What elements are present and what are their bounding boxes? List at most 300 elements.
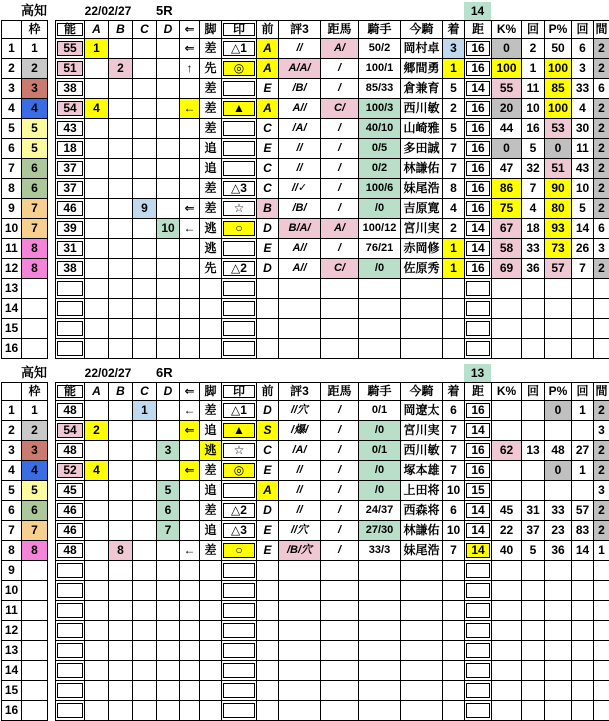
cell-kyaku[interactable] (200, 601, 222, 621)
cell-aida[interactable]: 2 (594, 99, 609, 119)
cell-col-b[interactable] (109, 299, 133, 319)
cell-kishu[interactable] (359, 319, 401, 339)
cell-col-c[interactable] (133, 139, 157, 159)
column-header-waku[interactable]: 枠 (22, 383, 48, 401)
cell-aida[interactable]: 2 (594, 119, 609, 139)
cell-waku[interactable]: 1 (22, 39, 48, 59)
cell-p-pct[interactable] (545, 339, 572, 359)
cell-col-b[interactable] (109, 701, 133, 721)
cell-nouryoku[interactable] (56, 561, 85, 581)
cell-kyoba[interactable]: / (321, 481, 359, 501)
cell-hyo3[interactable] (279, 621, 321, 641)
column-header-col-a[interactable]: A (85, 21, 109, 39)
cell-ima-kishu[interactable] (401, 661, 443, 681)
cell-ima-kishu[interactable] (401, 339, 443, 359)
cell-kai[interactable]: 36 (522, 259, 545, 279)
cell-p-pct[interactable]: 53 (545, 119, 572, 139)
cell-kyori[interactable] (465, 681, 492, 701)
cell-hyo3[interactable]: B/A/ (279, 219, 321, 239)
cell-ima-kishu[interactable] (401, 319, 443, 339)
cell-arrow[interactable] (180, 661, 200, 681)
cell-hyo3[interactable]: // (279, 501, 321, 521)
cell-p-pct[interactable]: 90 (545, 179, 572, 199)
cell-col-d[interactable] (157, 621, 180, 641)
cell-kyori[interactable] (465, 461, 492, 481)
cell-col-a[interactable] (85, 139, 109, 159)
cell-mark[interactable] (222, 99, 257, 119)
cell-hyo3[interactable] (279, 581, 321, 601)
cell-kishu[interactable]: /0 (359, 461, 401, 481)
cell-k-pct[interactable]: 44 (492, 119, 522, 139)
cell-ima-kishu[interactable]: 倉兼育 (401, 79, 443, 99)
cell-kishu[interactable]: 100/12 (359, 219, 401, 239)
cell-gap[interactable] (48, 681, 56, 701)
cell-arrow[interactable]: ← (180, 99, 200, 119)
cell-p-pct[interactable]: 0 (545, 461, 572, 481)
cell-kyoba[interactable] (321, 681, 359, 701)
cell-mark[interactable] (222, 661, 257, 681)
cell-col-a[interactable] (85, 601, 109, 621)
cell-gap[interactable] (48, 481, 56, 501)
cell-kai[interactable] (522, 339, 545, 359)
column-header-hyo3[interactable]: 評3 (279, 383, 321, 401)
cell-gap[interactable] (48, 421, 56, 441)
column-header-mae[interactable]: 前 (257, 383, 279, 401)
cell-aida[interactable] (594, 661, 609, 681)
cell-arrow[interactable] (180, 179, 200, 199)
cell-kyaku[interactable]: 差 (200, 401, 222, 421)
cell-arrow[interactable]: ← (180, 541, 200, 561)
cell-col-d[interactable] (157, 661, 180, 681)
cell-kai[interactable]: 32 (522, 159, 545, 179)
cell-col-c[interactable] (133, 701, 157, 721)
cell-kyaku[interactable]: 追 (200, 481, 222, 501)
column-header-nouryoku[interactable] (56, 383, 85, 401)
cell-row-number[interactable]: 12 (2, 259, 22, 279)
cell-aida[interactable] (594, 339, 609, 359)
cell-kyori[interactable] (465, 481, 492, 501)
cell-col-c[interactable] (133, 581, 157, 601)
cell-nouryoku[interactable] (56, 541, 85, 561)
cell-mark[interactable] (222, 119, 257, 139)
cell-nouryoku[interactable] (56, 59, 85, 79)
cell-kishu[interactable]: 100/1 (359, 59, 401, 79)
cell-col-d[interactable] (157, 681, 180, 701)
cell-kai2[interactable] (572, 661, 594, 681)
cell-ima-kishu[interactable] (401, 621, 443, 641)
cell-p-pct[interactable] (545, 681, 572, 701)
cell-ima-kishu[interactable]: 林謙佑 (401, 521, 443, 541)
cell-kai2[interactable]: 83 (572, 521, 594, 541)
cell-kyaku[interactable]: 追 (200, 421, 222, 441)
cell-kyori[interactable] (465, 159, 492, 179)
cell-gap[interactable] (48, 319, 56, 339)
cell-waku[interactable] (22, 701, 48, 721)
cell-mark[interactable] (222, 199, 257, 219)
cell-nouryoku[interactable] (56, 299, 85, 319)
cell-kyaku[interactable]: 先 (200, 259, 222, 279)
cell-mae[interactable]: A (257, 481, 279, 501)
cell-col-a[interactable] (85, 501, 109, 521)
cell-kyoba[interactable]: / (321, 59, 359, 79)
cell-nouryoku[interactable] (56, 179, 85, 199)
cell-k-pct[interactable] (492, 661, 522, 681)
cell-hyo3[interactable]: //✓ (279, 179, 321, 199)
cell-ima-kishu[interactable]: 妹尾浩 (401, 541, 443, 561)
cell-hyo3[interactable]: // (279, 39, 321, 59)
cell-aida[interactable] (594, 299, 609, 319)
cell-col-b[interactable] (109, 521, 133, 541)
cell-ima-kishu[interactable] (401, 299, 443, 319)
cell-ima-kishu[interactable]: 多田誠 (401, 139, 443, 159)
cell-arrow[interactable] (180, 319, 200, 339)
cell-k-pct[interactable] (492, 561, 522, 581)
cell-col-d[interactable] (157, 279, 180, 299)
cell-nouryoku[interactable] (56, 441, 85, 461)
cell-gap[interactable] (48, 541, 56, 561)
cell-col-b[interactable] (109, 239, 133, 259)
cell-waku[interactable]: 5 (22, 481, 48, 501)
cell-gap[interactable] (48, 99, 56, 119)
cell-k-pct[interactable]: 20 (492, 99, 522, 119)
column-header-ima-kishu[interactable]: 今騎 (401, 383, 443, 401)
cell-hyo3[interactable]: //穴 (279, 401, 321, 421)
column-header-kyoba[interactable]: 距馬 (321, 21, 359, 39)
cell-aida[interactable]: 2 (594, 159, 609, 179)
cell-mae[interactable]: C (257, 179, 279, 199)
cell-col-c[interactable] (133, 319, 157, 339)
cell-kishu[interactable]: 33/3 (359, 541, 401, 561)
cell-mark[interactable] (222, 279, 257, 299)
cell-arrow[interactable]: ⇐ (180, 421, 200, 441)
cell-col-a[interactable] (85, 339, 109, 359)
cell-p-pct[interactable]: 50 (545, 39, 572, 59)
cell-hyo3[interactable]: /A/ (279, 119, 321, 139)
cell-kai[interactable] (522, 461, 545, 481)
cell-waku[interactable]: 7 (22, 199, 48, 219)
cell-p-pct[interactable]: 33 (545, 501, 572, 521)
cell-mark[interactable] (222, 219, 257, 239)
cell-hyo3[interactable] (279, 299, 321, 319)
cell-nouryoku[interactable] (56, 461, 85, 481)
cell-p-pct[interactable]: 0 (545, 401, 572, 421)
cell-waku[interactable]: 6 (22, 159, 48, 179)
cell-nouryoku[interactable] (56, 601, 85, 621)
cell-aida[interactable]: 3 (594, 481, 609, 501)
cell-kyoba[interactable] (321, 701, 359, 721)
cell-chaku[interactable] (443, 641, 465, 661)
cell-kyaku[interactable]: 差 (200, 541, 222, 561)
cell-waku[interactable]: 7 (22, 521, 48, 541)
cell-col-a[interactable] (85, 441, 109, 461)
cell-gap[interactable] (48, 501, 56, 521)
cell-mark[interactable] (222, 561, 257, 581)
cell-mae[interactable]: C (257, 441, 279, 461)
column-header-mark[interactable] (222, 21, 257, 39)
cell-hyo3[interactable]: /B/ (279, 199, 321, 219)
cell-aida[interactable] (594, 561, 609, 581)
column-header-gap[interactable] (48, 21, 56, 39)
cell-col-b[interactable] (109, 601, 133, 621)
cell-chaku[interactable]: 7 (443, 421, 465, 441)
cell-kishu[interactable]: 40/10 (359, 119, 401, 139)
cell-kai[interactable] (522, 701, 545, 721)
cell-kyaku[interactable] (200, 621, 222, 641)
cell-col-d[interactable] (157, 401, 180, 421)
cell-row-number[interactable]: 16 (2, 339, 22, 359)
cell-kishu[interactable]: 85/33 (359, 79, 401, 99)
cell-aida[interactable] (594, 641, 609, 661)
cell-chaku[interactable]: 10 (443, 521, 465, 541)
cell-nouryoku[interactable] (56, 401, 85, 421)
cell-kyoba[interactable]: / (321, 541, 359, 561)
cell-kyoba[interactable] (321, 561, 359, 581)
cell-col-b[interactable] (109, 279, 133, 299)
cell-kyoba[interactable]: / (321, 421, 359, 441)
cell-k-pct[interactable]: 67 (492, 219, 522, 239)
cell-gap[interactable] (48, 159, 56, 179)
cell-nouryoku[interactable] (56, 139, 85, 159)
cell-aida[interactable] (594, 279, 609, 299)
cell-row-number[interactable]: 14 (2, 299, 22, 319)
cell-row-number[interactable]: 7 (2, 159, 22, 179)
cell-col-b[interactable] (109, 119, 133, 139)
column-header-gap[interactable] (48, 383, 56, 401)
cell-ima-kishu[interactable]: 山崎雅 (401, 119, 443, 139)
cell-col-a[interactable] (85, 239, 109, 259)
cell-chaku[interactable] (443, 621, 465, 641)
cell-kishu[interactable] (359, 681, 401, 701)
cell-gap[interactable] (48, 461, 56, 481)
column-header-hyo3[interactable]: 評3 (279, 21, 321, 39)
cell-kyoba[interactable]: / (321, 461, 359, 481)
column-header-waku[interactable]: 枠 (22, 21, 48, 39)
cell-kai2[interactable] (572, 421, 594, 441)
cell-ima-kishu[interactable]: 岡村卓 (401, 39, 443, 59)
cell-hyo3[interactable]: // (279, 159, 321, 179)
cell-gap[interactable] (48, 199, 56, 219)
cell-col-d[interactable]: 10 (157, 219, 180, 239)
cell-kai2[interactable] (572, 681, 594, 701)
cell-kai[interactable]: 2 (522, 39, 545, 59)
cell-kishu[interactable] (359, 621, 401, 641)
cell-col-b[interactable] (109, 159, 133, 179)
cell-ima-kishu[interactable]: 塚本雄 (401, 461, 443, 481)
cell-kyaku[interactable]: 逃 (200, 219, 222, 239)
cell-gap[interactable] (48, 641, 56, 661)
cell-kai2[interactable]: 3 (572, 59, 594, 79)
column-header-kai2[interactable]: 回 (572, 21, 594, 39)
cell-chaku[interactable] (443, 661, 465, 681)
cell-mae[interactable]: E (257, 461, 279, 481)
cell-aida[interactable]: 2 (594, 39, 609, 59)
cell-chaku[interactable]: 2 (443, 219, 465, 239)
cell-col-d[interactable]: 3 (157, 441, 180, 461)
cell-col-a[interactable]: 2 (85, 421, 109, 441)
cell-p-pct[interactable] (545, 561, 572, 581)
cell-kai2[interactable]: 5 (572, 199, 594, 219)
cell-mae[interactable]: D (257, 219, 279, 239)
cell-ima-kishu[interactable]: 岡遼太 (401, 401, 443, 421)
cell-kyaku[interactable]: 差 (200, 39, 222, 59)
column-header-aida[interactable]: 間 (594, 21, 609, 39)
cell-kishu[interactable]: /0 (359, 199, 401, 219)
cell-k-pct[interactable] (492, 299, 522, 319)
cell-mae[interactable]: E (257, 521, 279, 541)
cell-mae[interactable]: A (257, 39, 279, 59)
cell-kyoba[interactable] (321, 299, 359, 319)
cell-mark[interactable] (222, 441, 257, 461)
cell-kai[interactable] (522, 601, 545, 621)
cell-kyaku[interactable]: 差 (200, 461, 222, 481)
cell-kishu[interactable]: 24/37 (359, 501, 401, 521)
cell-ima-kishu[interactable] (401, 581, 443, 601)
cell-nouryoku[interactable] (56, 621, 85, 641)
cell-kyaku[interactable] (200, 661, 222, 681)
cell-mae[interactable] (257, 561, 279, 581)
cell-row-number[interactable]: 8 (2, 179, 22, 199)
cell-mae[interactable]: B (257, 199, 279, 219)
cell-row-number[interactable]: 10 (2, 219, 22, 239)
cell-mae[interactable] (257, 299, 279, 319)
cell-kyori[interactable] (465, 119, 492, 139)
cell-chaku[interactable]: 5 (443, 119, 465, 139)
cell-kai2[interactable] (572, 339, 594, 359)
cell-kyoba[interactable]: A/ (321, 39, 359, 59)
cell-row-number[interactable]: 5 (2, 481, 22, 501)
cell-kyori[interactable] (465, 621, 492, 641)
cell-waku[interactable]: 8 (22, 259, 48, 279)
cell-k-pct[interactable] (492, 279, 522, 299)
cell-col-b[interactable] (109, 339, 133, 359)
cell-kai2[interactable]: 6 (572, 39, 594, 59)
cell-col-b[interactable]: 8 (109, 541, 133, 561)
cell-ima-kishu[interactable]: 上田将 (401, 481, 443, 501)
cell-col-b[interactable]: 2 (109, 59, 133, 79)
cell-kai2[interactable] (572, 641, 594, 661)
cell-col-c[interactable] (133, 219, 157, 239)
cell-col-c[interactable] (133, 561, 157, 581)
cell-kai[interactable]: 7 (522, 179, 545, 199)
cell-k-pct[interactable] (492, 701, 522, 721)
cell-col-a[interactable] (85, 119, 109, 139)
cell-arrow[interactable] (180, 601, 200, 621)
cell-col-a[interactable] (85, 701, 109, 721)
cell-kishu[interactable]: 0/1 (359, 441, 401, 461)
column-header-col-b[interactable]: B (109, 21, 133, 39)
cell-waku[interactable]: 8 (22, 239, 48, 259)
cell-hyo3[interactable]: /B/ (279, 79, 321, 99)
cell-col-c[interactable] (133, 59, 157, 79)
column-header-kai2[interactable]: 回 (572, 383, 594, 401)
cell-kyori[interactable] (465, 521, 492, 541)
cell-kyori[interactable] (465, 339, 492, 359)
cell-ima-kishu[interactable]: 郷間勇 (401, 59, 443, 79)
cell-aida[interactable]: 2 (594, 401, 609, 421)
cell-chaku[interactable]: 1 (443, 259, 465, 279)
cell-waku[interactable]: 6 (22, 179, 48, 199)
cell-nouryoku[interactable] (56, 99, 85, 119)
cell-chaku[interactable] (443, 581, 465, 601)
cell-mae[interactable] (257, 681, 279, 701)
cell-kai2[interactable]: 57 (572, 501, 594, 521)
cell-ima-kishu[interactable]: 佐原秀 (401, 259, 443, 279)
cell-kyoba[interactable] (321, 661, 359, 681)
cell-col-a[interactable] (85, 521, 109, 541)
cell-kishu[interactable] (359, 701, 401, 721)
cell-col-b[interactable] (109, 461, 133, 481)
cell-mae[interactable] (257, 621, 279, 641)
cell-kyoba[interactable]: A/ (321, 219, 359, 239)
cell-ima-kishu[interactable]: 吉原寛 (401, 199, 443, 219)
cell-chaku[interactable] (443, 561, 465, 581)
cell-chaku[interactable]: 7 (443, 159, 465, 179)
cell-kai2[interactable] (572, 279, 594, 299)
cell-p-pct[interactable]: 100 (545, 59, 572, 79)
cell-col-c[interactable] (133, 299, 157, 319)
cell-chaku[interactable] (443, 299, 465, 319)
cell-kishu[interactable]: 27/30 (359, 521, 401, 541)
cell-arrow[interactable] (180, 521, 200, 541)
cell-kyoba[interactable] (321, 621, 359, 641)
cell-waku[interactable]: 3 (22, 79, 48, 99)
cell-p-pct[interactable]: 73 (545, 239, 572, 259)
cell-aida[interactable]: 2 (594, 441, 609, 461)
cell-col-c[interactable] (133, 521, 157, 541)
cell-chaku[interactable]: 6 (443, 501, 465, 521)
cell-arrow[interactable] (180, 561, 200, 581)
cell-kyori[interactable] (465, 501, 492, 521)
cell-mae[interactable]: C (257, 159, 279, 179)
column-header-ima-kishu[interactable]: 今騎 (401, 21, 443, 39)
column-header-mae[interactable]: 前 (257, 21, 279, 39)
cell-gap[interactable] (48, 581, 56, 601)
cell-kyoba[interactable] (321, 581, 359, 601)
cell-waku[interactable]: 4 (22, 99, 48, 119)
cell-gap[interactable] (48, 119, 56, 139)
cell-mark[interactable] (222, 541, 257, 561)
cell-aida[interactable]: 6 (594, 79, 609, 99)
cell-gap[interactable] (48, 661, 56, 681)
cell-kai[interactable]: 10 (522, 99, 545, 119)
cell-kyaku[interactable] (200, 339, 222, 359)
cell-ima-kishu[interactable] (401, 601, 443, 621)
cell-chaku[interactable]: 4 (443, 199, 465, 219)
cell-k-pct[interactable]: 47 (492, 159, 522, 179)
cell-col-b[interactable] (109, 681, 133, 701)
cell-kyaku[interactable]: 差 (200, 99, 222, 119)
cell-col-d[interactable] (157, 319, 180, 339)
cell-p-pct[interactable]: 93 (545, 219, 572, 239)
cell-nouryoku[interactable] (56, 501, 85, 521)
cell-col-d[interactable] (157, 601, 180, 621)
cell-col-c[interactable] (133, 239, 157, 259)
cell-waku[interactable]: 5 (22, 139, 48, 159)
cell-p-pct[interactable] (545, 621, 572, 641)
cell-hyo3[interactable]: // (279, 139, 321, 159)
cell-col-b[interactable] (109, 401, 133, 421)
cell-arrow[interactable] (180, 259, 200, 279)
cell-ima-kishu[interactable]: 赤岡修 (401, 239, 443, 259)
cell-kyaku[interactable]: 追 (200, 159, 222, 179)
cell-col-a[interactable] (85, 179, 109, 199)
cell-kyori[interactable] (465, 259, 492, 279)
column-header-p-pct[interactable]: P% (545, 383, 572, 401)
cell-mark[interactable] (222, 299, 257, 319)
cell-kyori[interactable] (465, 219, 492, 239)
cell-mae[interactable]: E (257, 139, 279, 159)
cell-kyoba[interactable]: / (321, 441, 359, 461)
